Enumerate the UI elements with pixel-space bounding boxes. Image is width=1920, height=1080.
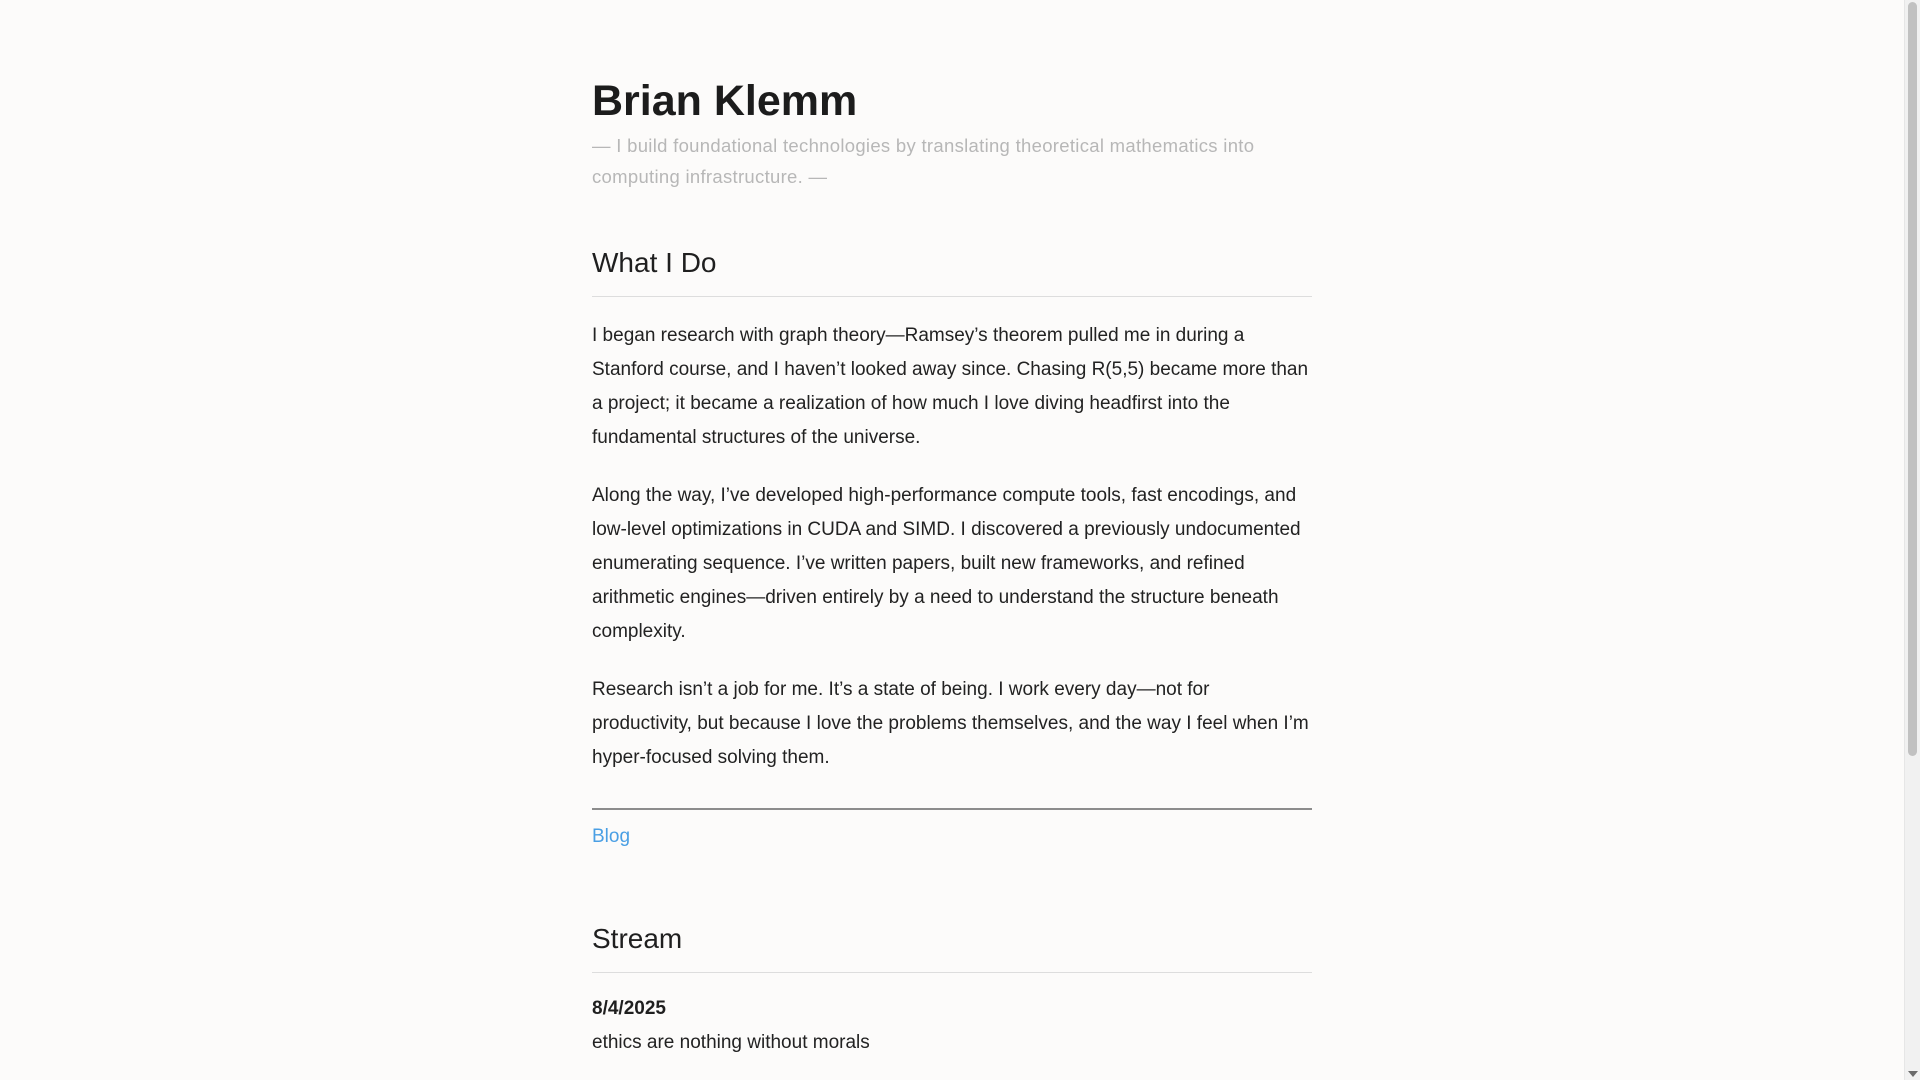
about-paragraph-1: I began research with graph theory—Ramsey’s theorem pulled me in during a Stanford course, and I haven’t looked away since. Chasing R(5,5) became more than a project; it became a realization of how much I love diving headfirst into the fundamental structures of the universe. [592,325,1309,448]
stream-entry-date: 8/4/2025 [592,998,666,1019]
stream-entry-text: ethics are nothing without morals [592,1032,870,1053]
section-divider [592,808,1312,810]
stream-divider [592,972,1312,973]
blog-link[interactable]: Blog [592,826,631,847]
about-paragraph-2: Along the way, I’ve developed high-performance compute tools, fast encodings, and low-level optimizations in CUDA and SIMD. I discovered a previously undocumented enumerating sequence. I’ve written papers, built new frameworks, and refined arithmetic engines—driven entirely by a need to understand the structure beneath complexity. [592,485,1301,642]
scrollbar-thumb[interactable] [1908,2,1917,756]
what-i-do-heading: What I Do [592,247,717,278]
site-title: Brian Klemm [592,77,858,125]
about-paragraph-3: Research isn’t a job for me. It’s a state of being. I work every day—not for productivity, but because I love the problems themselves, and the way I feel when I’m hyper-focused solving them. [592,679,1309,768]
stream-heading: Stream [592,923,683,954]
vertical-scrollbar[interactable] [1904,0,1920,1080]
scroll-down-arrow-icon[interactable] [1908,1071,1918,1077]
what-i-do-divider [592,296,1312,297]
site-tagline: — I build foundational technologies by translating theoretical mathematics into computing infrastructure. — [592,135,1255,187]
